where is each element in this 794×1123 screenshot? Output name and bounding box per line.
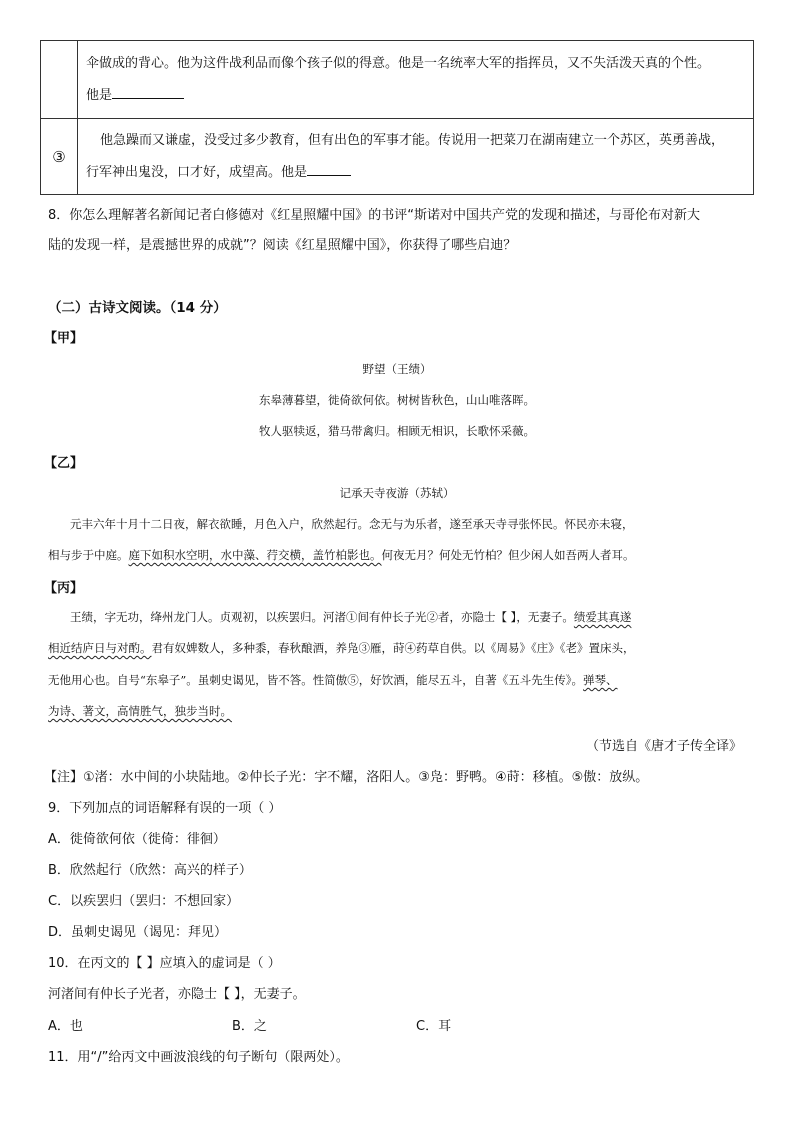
row-answer-line	[86, 80, 745, 112]
source-citation: （节选自《唐才子传全译》	[585, 739, 742, 754]
prose-title: 记承天寺夜游（苏轼）	[339, 486, 455, 500]
prose-line: 元丰六年十月十二日夜，解衣欲睡，月色入户，欣然起行。念无与为乐者，遂至承天寺寻张怀民。怀民亦未寝，	[70, 517, 634, 531]
answer-blank[interactable]	[307, 161, 351, 176]
q9-option-c[interactable]: C．以疾罢归（罢归：不想回家）	[48, 894, 240, 909]
q10-option-a[interactable]: A．也	[48, 1019, 83, 1034]
section-heading: （二）古诗文阅读。（14 分）	[48, 300, 227, 316]
q9-option-a[interactable]: A．徙倚欲何依（徙倚：徘徊）	[48, 832, 226, 847]
prose-line	[48, 703, 232, 719]
prose-text: 相与步于中庭。	[48, 548, 129, 562]
row-content	[78, 41, 754, 119]
answer-blank[interactable]	[112, 84, 184, 99]
prose-text: 无他用心也。自号“东皋子”。虽刺史谒见，皆不答。性简傲⑤，好饮酒，能尽五斗，自著《五斗先生传》。	[48, 673, 584, 687]
table-row	[41, 119, 754, 195]
row-text-line: 他急躁而又谦虚，没受过多少教育，但有出色的军事才能。传说用一把菜刀在湖南建立一个苏区，英勇善战，	[100, 132, 725, 148]
answer-prompt: 行军神出鬼没，口才好，成望高。他是	[86, 164, 308, 180]
underlined-sentence: 庭下如积水空明，水中藻、荇交横，盖竹柏影也。	[128, 548, 382, 562]
prose-text: 王绩，字无功，绛州龙门人。贞观初，以疾罢归。河渚①间有仲长子光②者，亦隐士【 】，无妻子。	[70, 610, 574, 624]
row-number: ③	[41, 119, 78, 195]
question-10-sentence: 河渚间有仲长子光者，亦隐士【 】，无妻子。	[48, 987, 306, 1002]
wavy-underlined-sentence: 绩爱其真遂	[573, 610, 632, 624]
row-number	[41, 41, 78, 119]
poem-title: 野望（王绩）	[362, 362, 432, 376]
question-11-stem: 11．用“/”给丙文中画波浪线的句子断句（限两处）。	[48, 1050, 349, 1065]
answer-prompt: 他是	[86, 87, 113, 103]
poem-line: 牧人驱犊返，猎马带禽归。相顾无相识，长歌怀采薇。	[259, 424, 535, 438]
passage-label-yi: 【乙】	[44, 456, 84, 471]
prose-line	[48, 672, 618, 688]
passage-label-bing: 【丙】	[44, 581, 84, 596]
underlined-sentence: 为诗、著文，高情胜气，独步当时。	[48, 704, 232, 718]
question-10-stem: 10．在丙文的【 】应填入的虚词是（ ）	[48, 956, 281, 971]
q9-option-d[interactable]: D．虽刺史谒见（谒见：拜见）	[48, 925, 228, 940]
question-9-stem: 9．下列加点的词语解释有误的一项（ ）	[48, 801, 282, 816]
annotation-note: 【注】①渚：水中间的小块陆地。②仲长子光：字不耀，洛阳人。③凫：野鸭。④莳：移植。⑤傲：放纵。	[44, 770, 649, 785]
question-8-line: 8．你怎么理解著名新闻记者白修德对《红星照耀中国》的书评“斯诺对中国共产党的发现和描述，与哥伦布对新大	[48, 208, 701, 223]
prose-line	[48, 547, 635, 563]
row-content	[78, 119, 754, 195]
character-table	[40, 40, 754, 195]
table-row	[41, 41, 754, 119]
q10-option-c[interactable]: C．耳	[416, 1019, 452, 1034]
q9-option-b[interactable]: B．欣然起行（欣然：高兴的样子）	[48, 863, 252, 878]
prose-text: 何夜无月？何处无竹柏？但少闲人如吾两人者耳。	[381, 548, 635, 562]
q10-option-b[interactable]: B．之	[232, 1019, 267, 1034]
prose-line	[48, 640, 635, 656]
wavy-underlined-sentence: 相近结庐日与对酌。	[48, 641, 152, 655]
question-8-line: 陆的发现一样，是震撼世界的成就”？阅读《红星照耀中国》，你获得了哪些启迪？	[48, 238, 517, 253]
row-text-line: 伞做成的背心。他为这件战利品而像个孩子似的得意。他是一名统率大军的指挥员，又不失活泼天真的个性。	[86, 55, 711, 71]
row-answer-line	[86, 157, 745, 189]
prose-line	[70, 609, 631, 625]
underlined-sentence: 弹琴、	[583, 673, 618, 687]
prose-text: 君有奴婢数人，多种黍，春秋酿酒，养凫③雁，莳④药草自供。以《周易》《庄》《老》置床头，	[151, 641, 635, 655]
poem-line: 东皋薄暮望，徙倚欲何依。树树皆秋色，山山唯落晖。	[259, 393, 535, 407]
passage-label-jia: 【甲】	[44, 331, 84, 346]
